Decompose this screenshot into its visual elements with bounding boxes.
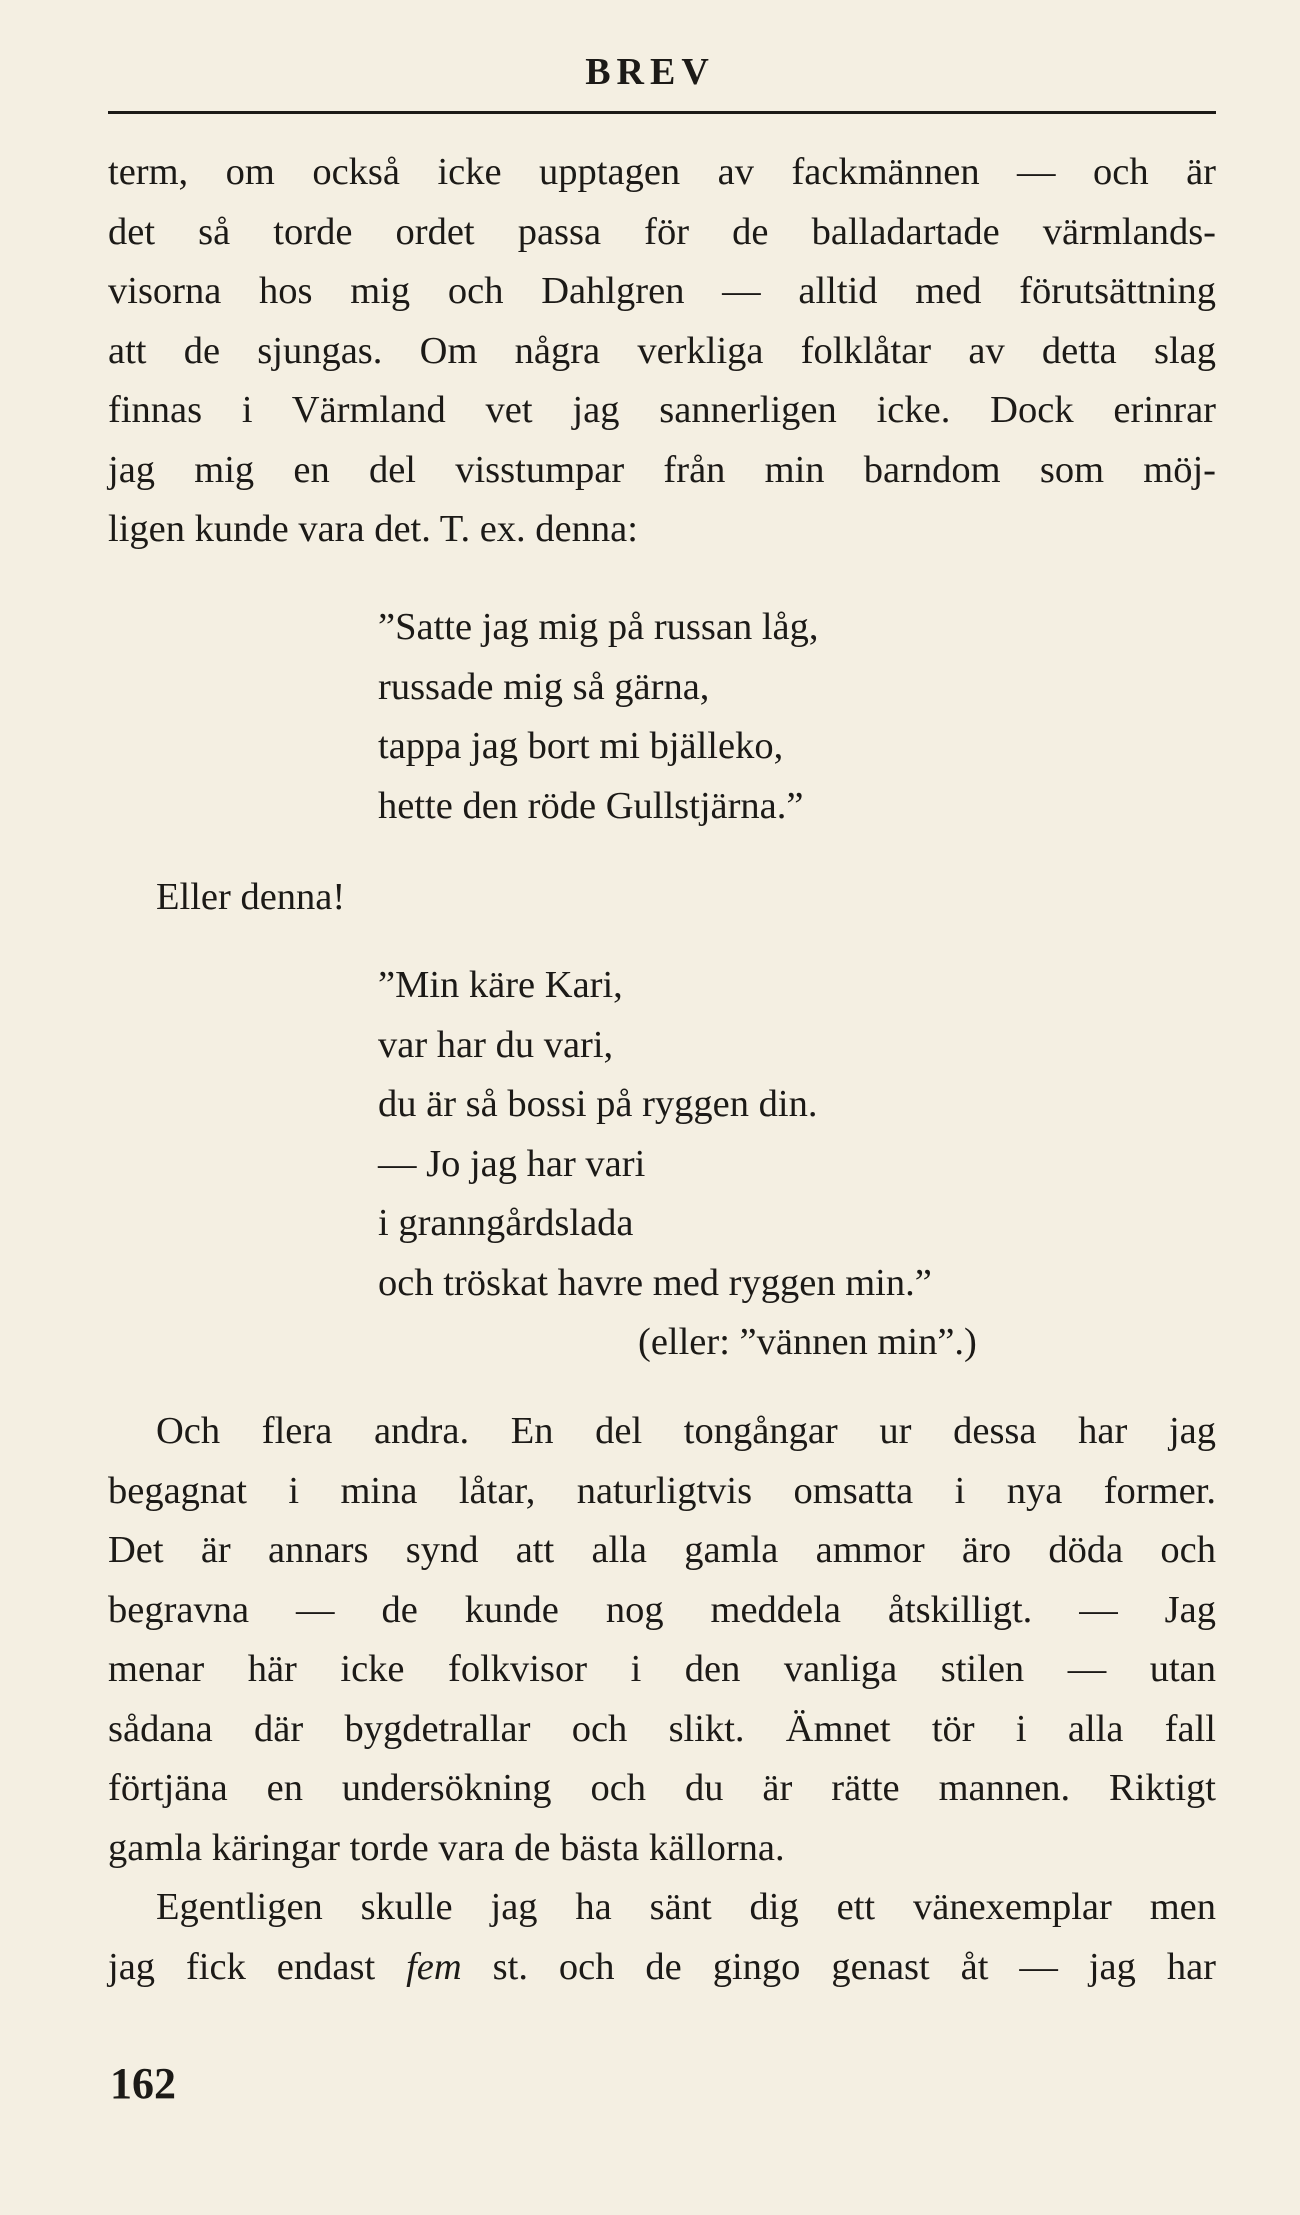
running-head: BREV bbox=[585, 51, 715, 93]
text-line: term, om också icke upptagen av fackmännen — och är bbox=[108, 151, 1216, 193]
poem-line: i granngårdslada bbox=[378, 1202, 634, 1244]
poem-line: du är så bossi på ryggen din. bbox=[378, 1083, 818, 1125]
text-line: sådana där bygdetrallar och slikt. Ämnet tör i alla fall bbox=[108, 1707, 1216, 1750]
poem-line: hette den röde Gullstjärna.” bbox=[378, 784, 804, 827]
text-line: förtjäna en undersökning och du är rätte mannen. Riktigt bbox=[108, 1767, 1216, 1809]
text-line: ligen kunde vara det. T. ex. denna: bbox=[108, 508, 638, 550]
poem-line: ”Satte jag mig på russan låg, bbox=[378, 606, 819, 648]
poem-line: ”Min käre Kari, bbox=[378, 964, 623, 1006]
text-line bbox=[108, 1938, 1216, 1998]
text-fragment: jag fick endast bbox=[108, 1945, 407, 1988]
text-line: begravna — de kunde nog meddela åtskilligt. — Jag bbox=[108, 1588, 1216, 1631]
italic-word: fem bbox=[406, 1945, 462, 1988]
poem-line: russade mig så gärna, bbox=[378, 665, 710, 708]
text-line: begagnat i mina låtar, naturligtvis omsatta i nya former. bbox=[108, 1469, 1216, 1512]
text-line: Och flera andra. En del tongångar ur dessa har jag bbox=[156, 1410, 1216, 1452]
page-number: 162 bbox=[110, 2059, 176, 2108]
paragraph-1 bbox=[108, 143, 1216, 560]
header-rule bbox=[108, 111, 1216, 114]
text-line: menar här icke folkvisor i den vanliga stilen — utan bbox=[108, 1648, 1216, 1690]
text-line: det så torde ordet passa för de balladartade värmlands- bbox=[108, 210, 1216, 253]
text-fragment: st. och de gingo genast åt — jag har bbox=[461, 1945, 1216, 1988]
poem-1 bbox=[378, 598, 819, 836]
poem-line: — Jo jag har vari bbox=[378, 1142, 646, 1185]
text-line: finnas i Värmland vet jag sannerligen icke. Dock erinrar bbox=[108, 389, 1216, 431]
poem-2 bbox=[378, 956, 977, 1373]
paragraph-3 bbox=[108, 1878, 1216, 1997]
text-line: gamla käringar torde vara de bästa källorna. bbox=[108, 1826, 785, 1869]
text-line: Egentligen skulle jag ha sänt dig ett vänexemplar men bbox=[156, 1886, 1216, 1928]
poem-line: och tröskat havre med ryggen min.” bbox=[378, 1261, 932, 1304]
poem-line: tappa jag bort mi bjälleko, bbox=[378, 725, 784, 767]
text-line: att de sjungas. Om några verkliga folklåtar av detta slag bbox=[108, 329, 1216, 372]
text-line: visorna hos mig och Dahlgren — alltid med förutsättning bbox=[108, 270, 1216, 312]
paragraph-2 bbox=[108, 1402, 1216, 1878]
text-line: Det är annars synd att alla gamla ammor äro döda och bbox=[108, 1529, 1216, 1571]
poem-note: (eller: ”vännen min”.) bbox=[638, 1321, 977, 1363]
poem-line: var har du vari, bbox=[378, 1023, 614, 1066]
text-line: jag mig en del visstumpar från min barndom som möj- bbox=[108, 448, 1216, 491]
interlude-text: Eller denna! bbox=[156, 876, 346, 918]
